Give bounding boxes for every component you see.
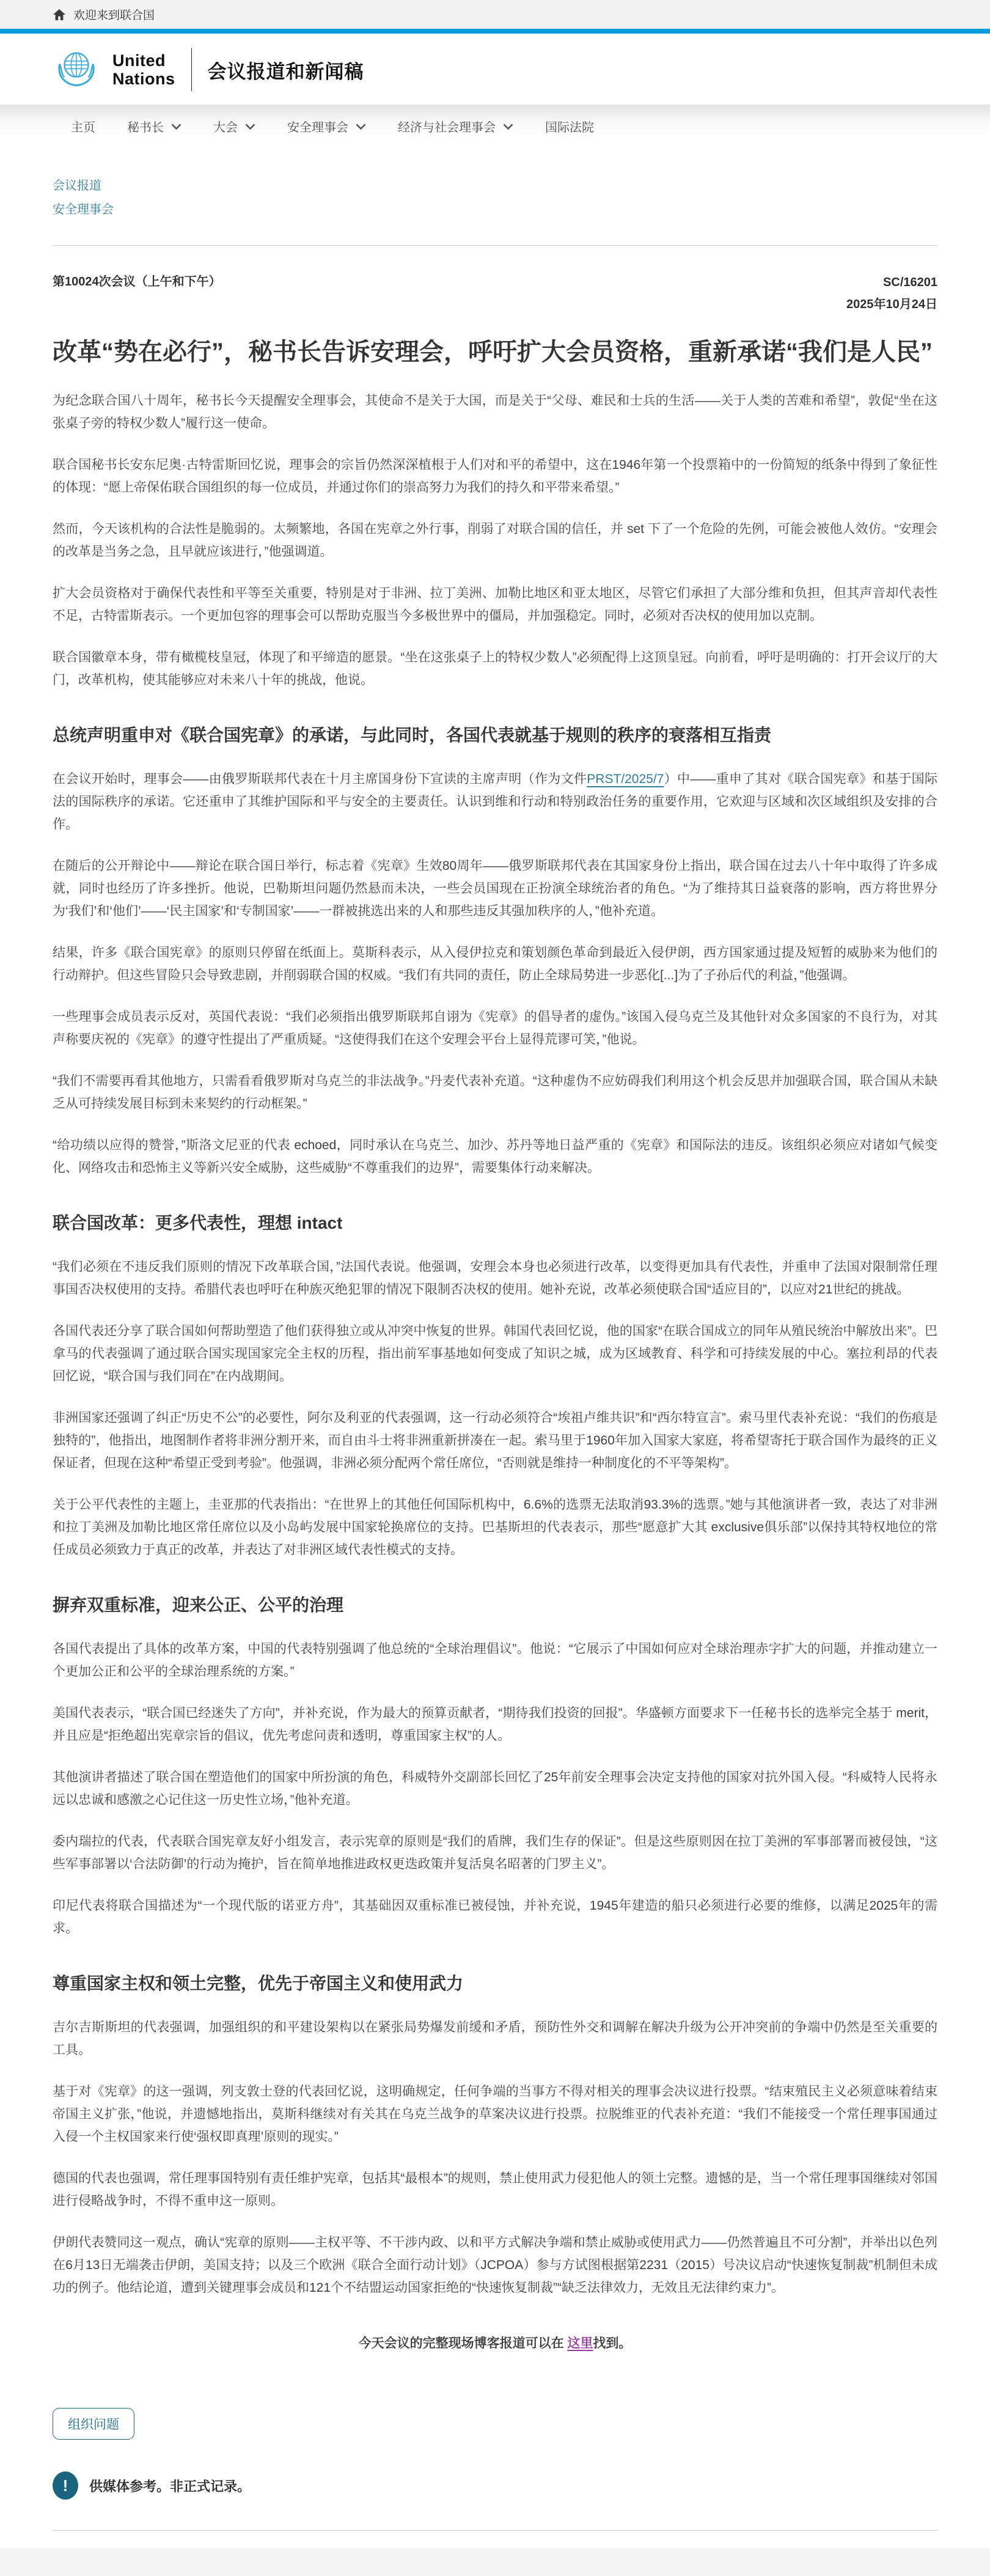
bottom-divider	[53, 2530, 937, 2531]
main-nav	[0, 105, 990, 147]
text-run: 联合国秘书长安东尼奥·古特雷斯回忆说，理事会的宗旨仍然深深植根于人们对和平的希望中，这在1946年第一个投票箱中的一份简短的纸条中得到了象征性的体现：“愿上帝保佑联合国组织的每一位成员，并通过你们的崇高努力为我们的持久和平带来希望。”	[53, 458, 937, 495]
breadcrumb-link[interactable]: 安全理事会	[53, 203, 114, 216]
text-run: 今天会议的完整现场博客报道可以在	[358, 2336, 568, 2350]
breadcrumb-link[interactable]: 会议报道	[53, 179, 101, 193]
paragraph	[53, 2080, 937, 2148]
welcome-bar	[0, 0, 990, 29]
masthead-divider	[191, 48, 192, 91]
text-run: 关于公平代表性的主题上，圭亚那的代表指出：“在世界上的其他任何国际机构中，6.6%的选票无法取消93.3%的选票。”她与其他演讲者一致，表达了对非洲和拉丁美洲及加勒比地区常任席位以及小岛屿发展中国家轮换席位的支持。巴基斯坦的代表表示，那些“愿意扩大其 exclusive俱乐部”以保持其特权地位的常任成员必须致力于真正的改革，并表达了对非洲区域代表性模式的支持。	[53, 1498, 937, 1557]
paragraph	[53, 389, 937, 435]
paragraph	[53, 1006, 937, 1051]
org-name-line1: United	[112, 51, 166, 70]
nav-item[interactable]	[213, 117, 255, 135]
paragraph	[53, 2167, 937, 2212]
text-run: 找到。	[593, 2336, 632, 2350]
nav-item-label: 主页	[71, 120, 95, 134]
paragraph	[53, 941, 937, 987]
article-body	[53, 389, 937, 2355]
text-run: 非洲国家还强调了纠正“历史不公”的必要性，阿尔及利亚的代表强调，这一行动必须符合“埃祖卢维共识”和“西尔特宣言”。索马里代表补充说：“我们的伤痕是独特的”，他指出，地图制作者将非洲分割开来，而自由斗士将非洲重新拼凑在一起。索马里于1960年加入国家大家庭，将希望寄托于联合国作为最终的正义保证者，但现在这种“希望正受到考验”。他强调，非洲必须分配两个常任席位，“否则就是维持一种制度化的不平等架构”。	[53, 1411, 937, 1470]
text-run: 吉尔吉斯斯坦的代表强调，加强组织的和平建设架构以在紧张局势爆发前缓和矛盾，预防性外交和调解在解决升级为公开冲突前的争端中仍然是至关重要的工具。	[53, 2020, 937, 2057]
paragraph	[53, 518, 937, 563]
welcome-text: 欢迎来到联合国	[73, 9, 155, 22]
site-title: 会议报道和新闻稿	[207, 61, 364, 83]
header-divider	[53, 245, 937, 246]
paragraph	[53, 855, 937, 922]
nav-item[interactable]	[545, 117, 594, 135]
un-emblem-icon[interactable]	[53, 46, 100, 94]
chevron-down-icon	[503, 123, 513, 130]
paragraph	[53, 2016, 937, 2061]
paragraph	[53, 1493, 937, 1561]
masthead	[0, 34, 990, 105]
text-run: “我们不需要再看其他地方，只需看看俄罗斯对乌克兰的非法战争。”丹麦代表补充道。“这种虚伪不应妨碍我们利用这个机会反思并加强联合国，联合国从未缺乏从可持续发展目标到未来契约的行动框架。”	[53, 1074, 937, 1111]
paragraph	[53, 1407, 937, 1474]
blog-note	[53, 2332, 937, 2355]
info-icon: !	[53, 2471, 78, 2500]
text-run: 德国的代表也强调，常任理事国特别有责任维护宪章，包括其“最根本”的规则，禁止使用武力侵犯他人的领土完整。遗憾的是，当一个常任理事国继续对邻国进行侵略战争时，不得不重申这一原则。	[53, 2171, 937, 2208]
paragraph	[53, 646, 937, 691]
nav-item-label: 国际法院	[545, 120, 594, 134]
nav-item-label: 安全理事会	[287, 120, 348, 134]
text-run: ）中——重申了其对《联合国宪章》和基于国际法的国际秩序的承诺。它还重申了其维护国际和平与安全的主要责任。认识到维和行动和特别政治任务的重要作用，它欢迎与区域和次区域组织及安排的合作。	[53, 772, 937, 831]
text-run: 其他演讲者描述了联合国在塑造他们的国家中所扮演的角色，科威特外交副部长回忆了25年前安全理事会决定支持他的国家对抗外国入侵。“科威特人民将永远以忠诚和感激之心记住这一历史性立场，”他补充道。	[53, 1770, 937, 1807]
paragraph	[53, 1070, 937, 1115]
chevron-down-icon	[171, 123, 182, 130]
nav-item[interactable]	[71, 117, 95, 135]
text-run: 在会议开始时，理事会——由俄罗斯联邦代表在十月主席国身份下宣读的主席声明（作为文件	[53, 772, 587, 786]
meeting-date: 2025年10月24日	[846, 298, 937, 311]
un-blue-bar	[0, 29, 990, 34]
text-run: 为纪念联合国八十周年，秘书长今天提醒安全理事会，其使命不是关于大国，而是关于“父母、难民和士兵的生活——关于人类的苦难和希望”，敦促“坐在这张桌子旁的特权少数人”履行这一使命。	[53, 394, 937, 430]
breadcrumb	[53, 174, 937, 222]
paragraph	[53, 768, 937, 836]
paragraph	[53, 2231, 937, 2299]
nav-item[interactable]	[287, 117, 366, 135]
section-heading: 总统声明重申对《联合国宪章》的承诺，与此同时，各国代表就基于规则的秩序的衰落相互指责	[53, 726, 772, 745]
text-run: 伊朗代表赞同这一观点，确认“宪章的原则——主权平等、不干涉内政、以和平方式解决争端和禁止威胁或使用武力——仍然普遍且不可分割”，并举出以色列在6月13日无端袭击伊朗，美国支持；以及三个欧洲《联合全面行动计划》（JCPOA）参与方试图根据第2231（2015）号决议启动“快速恢复制裁”机制但未成功的例子。他结论道，遭到关键理事会成员和121个不结盟运动国家拒绝的“快速恢复制裁”“缺乏法律效力，无效且无法律约束力”。	[53, 2236, 937, 2295]
section-heading: 摒弃双重标准，迎来公正、公平的治理	[53, 1595, 344, 1614]
paragraph	[53, 1702, 937, 1747]
chevron-down-icon	[356, 123, 366, 130]
text-run: 联合国徽章本身，带有橄榄枝皇冠，体现了和平缔造的愿景。“坐在这张桌子上的特权少数人”必须配得上这顶皇冠。向前看，呼吁是明确的：打开会议厅的大门，改革机构，使其能够应对未来八十年的挑战，他说。	[53, 650, 937, 687]
home-icon[interactable]	[53, 8, 66, 21]
content-column	[0, 174, 990, 2531]
chevron-down-icon	[245, 123, 255, 130]
paragraph	[53, 1894, 937, 1940]
blog-here-link[interactable]: 这里	[567, 2336, 593, 2350]
page-title: 改革“势在必行”，秘书长告诉安理会，呼吁扩大会员资格，重新承诺“我们是人民”	[53, 339, 933, 366]
text-run: 结果，许多《联合国宪章》的原则只停留在纸面上。莫斯科表示，从入侵伊拉克和策划颜色革命到最近入侵伊朗，西方国家通过提及短暂的威胁来为他们的行动辩护。但这些冒险只会导致悲剧，并削弱联合国的权威。“我们有共同的责任，防止全球局势进一步恶化[...]为了子孙后代的利益，”他强调。	[53, 946, 937, 982]
nav-item-label: 大会	[213, 120, 238, 134]
paragraph	[53, 454, 937, 499]
text-run: “我们必须在不违反我们原则的情况下改革联合国，”法国代表说。他强调，安理会本身也必须进行改革，以变得更加具有代表性，并重申了法国对限制常任理事国否决权使用的支持。希腊代表也呼吁在种族灭绝犯罪的情况下限制否决权的使用。她补充说，改革必须使联合国“适应目的”，以应对21世纪的挑战。	[53, 1260, 937, 1297]
text-run: 一些理事会成员表示反对，英国代表说：“我们必须指出俄罗斯联邦自诩为《宪章》的倡导者的虚伪。”该国入侵乌克兰及其他针对众多国家的不良行为，对其声称要庆祝的《宪章》的遵守性提出了严重质疑。“这使得我们在这个安理会平台上显得荒谬可笑，”他说。	[53, 1010, 937, 1047]
text-run: 印尼代表将联合国描述为“一个现代版的诺亚方舟”，其基础因双重标准已被侵蚀，并补充说，1945年建造的船只必须进行必要的维修，以满足2025年的需求。	[53, 1899, 937, 1935]
text-run: 美国代表表示，“联合国已经迷失了方向”，并补充说，作为最大的预算贡献者，“期待我们投资的回报”。华盛顿方面要求下一任秘书长的选举完全基于 merit，并且应是“拒绝超出宪章宗旨的倡议，优先考虑问责和透明，尊重国家主权”的人。	[53, 1706, 937, 1743]
paragraph	[53, 1830, 937, 1875]
paragraph	[53, 1134, 937, 1179]
paragraph	[53, 1256, 937, 1301]
document-link[interactable]: PRST/2025/7	[587, 772, 664, 786]
nav-item-label: 秘书长	[127, 120, 164, 134]
text-run: 各国代表提出了具体的改革方案，中国的代表特别强调了他总统的“全球治理倡议”。他说：“它展示了中国如何应对全球治理赤字扩大的问题，并推动建立一个更加公正和公平的全球治理系统的方案。”	[53, 1642, 937, 1679]
paragraph	[53, 582, 937, 627]
nav-item-label: 经济与社会理事会	[398, 120, 496, 134]
nav-item[interactable]	[127, 117, 182, 135]
meeting-session: 第10024次会议（上午和下午）	[53, 275, 221, 289]
text-run: 扩大会员资格对于确保代表性和平等至关重要，特别是对于非洲、拉丁美洲、加勒比地区和亚太地区，尽管它们承担了大部分维和负担，但其声音却代表性不足，古特雷斯表示。一个更加包容的理事会可以帮助克服当今多极世界中的僵局，并加强稳定。同时，必须对否决权的使用加以克制。	[53, 586, 937, 623]
text-run: 各国代表还分享了联合国如何帮助塑造了他们获得独立或从冲突中恢复的世界。韩国代表回忆说，他的国家“在联合国成立的同年从殖民统治中解放出来”。巴拿马的代表强调了通过联合国实现国家完全主权的历程，指出前军事基地如何变成了知识之城，成为区域教育、科学和可持续发展的中心。塞拉利昂的代表回忆说，“联合国与我们同在”在内战期间。	[53, 1324, 937, 1383]
section-heading: 尊重国家主权和领土完整，优先于帝国主义和使用武力	[53, 1974, 464, 1993]
media-note	[53, 2471, 937, 2500]
org-name-line2: Nations	[112, 70, 175, 88]
text-run: 委内瑞拉的代表，代表联合国宪章友好小组发言，表示宪章的原则是“我们的盾牌，我们生存的保证”。但是这些原则因在拉丁美洲的军事部署而被侵蚀，“这些军事部署以‘合法防御’的行动为掩护，旨在简单地推进政权更迭政策并复活臭名昭著的门罗主义”。	[53, 1834, 937, 1871]
media-note-text: 供媒体参考。非正式记录。	[89, 2478, 251, 2494]
text-run: 然而，今天该机构的合法性是脆弱的。太频繁地，各国在宪章之外行事，削弱了对联合国的信任，并 set 下了一个危险的先例，可能会被他人效仿。“安理会的改革是当务之急，且早就应该进行，”他强调道。	[53, 522, 937, 559]
org-name	[112, 51, 175, 88]
section-heading: 联合国改革：更多代表性，理想 intact	[53, 1213, 343, 1232]
nav-item[interactable]	[398, 117, 513, 135]
paragraph	[53, 1766, 937, 1811]
agenda-badge[interactable]: 组织问题	[53, 2408, 134, 2440]
meeting-meta	[53, 271, 937, 315]
paragraph	[53, 1638, 937, 1683]
footer-band	[0, 2548, 990, 2576]
text-run: “给功绩以应得的赞誉，”斯洛文尼亚的代表 echoed，同时承认在乌克兰、加沙、苏丹等地日益严重的《宪章》和国际法的违反。该组织必须应对诸如气候变化、网络攻击和恐怖主义等新兴安全威胁，这些威胁“不尊重我们的边界”，需要集体行动来解决。	[53, 1138, 937, 1175]
meeting-meta-right	[846, 271, 937, 315]
text-run: 在随后的公开辩论中——辩论在联合国日举行，标志着《宪章》生效80周年——俄罗斯联邦代表在其国家身份上指出，联合国在过去八十年中取得了许多成就，同时也经历了许多挫折。他说，巴勒斯坦问题仍然悬而未决，一些会员国现在正扮演全球统治者的角色。“为了维持其日益衰落的影响，西方将世界分为‘我们’和‘他们’——‘民主国家’和‘专制国家’——一群被挑选出来的人和那些违反其强加秩序的人，”他补充道。	[53, 859, 937, 918]
paragraph	[53, 1320, 937, 1388]
document-code: SC/16201	[883, 276, 937, 289]
text-run: 基于对《宪章》的这一强调，列支敦士登的代表回忆说，这明确规定，任何争端的当事方不得对相关的理事会决议进行投票。“结束殖民主义必须意味着结束帝国主义扩张，”他说，并遗憾地指出，莫斯科继续对有关其在乌克兰战争的草案决议进行投票。拉脱维亚的代表补充道：“我们不能接受一个常任理事国通过入侵一个主权国家来行使‘强权即真理’原则的现实。”	[53, 2085, 937, 2144]
